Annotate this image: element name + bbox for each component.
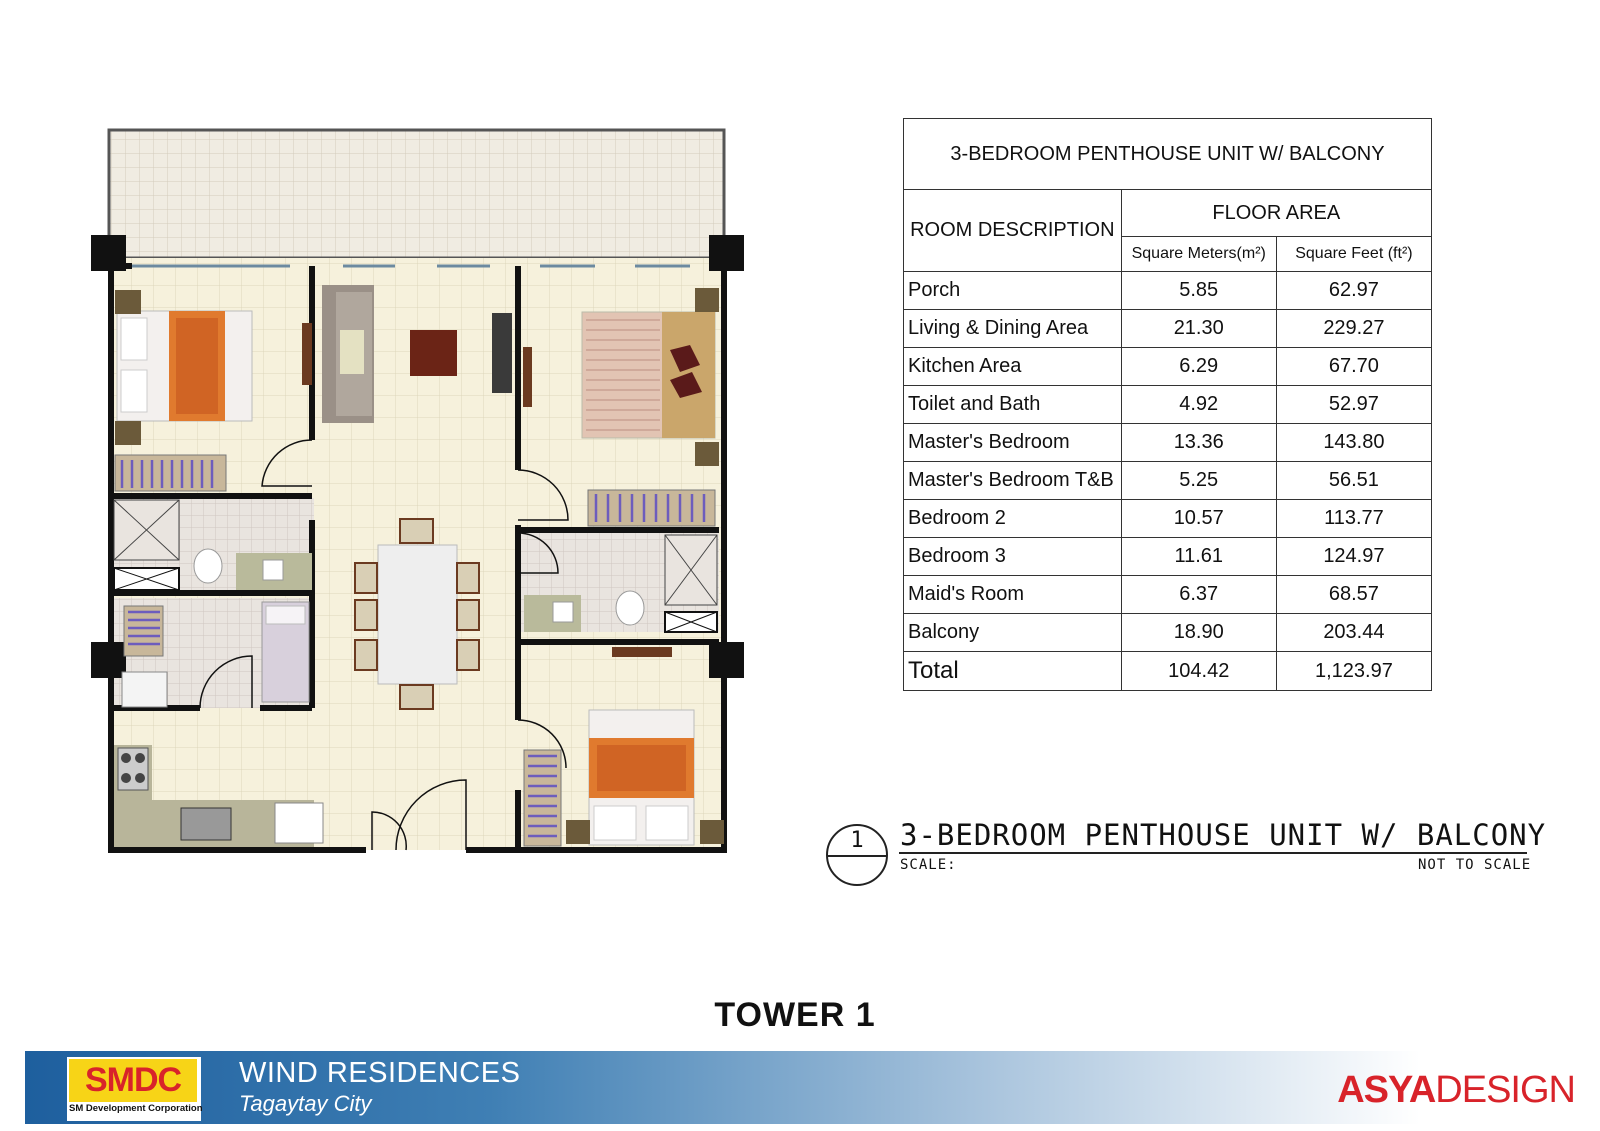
total-sqm: 104.42 bbox=[1121, 652, 1276, 691]
sqft-cell: 124.97 bbox=[1276, 538, 1431, 576]
sqm-cell: 13.36 bbox=[1121, 424, 1276, 462]
room-cell: Bedroom 2 bbox=[904, 500, 1122, 538]
closet-master bbox=[588, 490, 715, 526]
room-cell: Bedroom 3 bbox=[904, 538, 1122, 576]
floor-area-header: FLOOR AREA bbox=[1121, 190, 1431, 237]
sqm-cell: 11.61 bbox=[1121, 538, 1276, 576]
drawing-number-bubble bbox=[826, 824, 888, 886]
designer-name-b: DESIGN bbox=[1435, 1069, 1575, 1111]
total-sqft: 1,123.97 bbox=[1276, 652, 1431, 691]
sqm-cell: 6.37 bbox=[1121, 576, 1276, 614]
room-cell: Master's Bedroom bbox=[904, 424, 1122, 462]
room-cell: Living & Dining Area bbox=[904, 310, 1122, 348]
floor-plan bbox=[0, 0, 760, 860]
designer-name-a: ASYA bbox=[1337, 1069, 1436, 1111]
table-row bbox=[904, 424, 1432, 462]
closet-bedroom-3 bbox=[524, 750, 561, 846]
table-row bbox=[904, 386, 1432, 424]
sqm-cell: 5.25 bbox=[1121, 462, 1276, 500]
drawing-number: 1 bbox=[850, 828, 864, 853]
table-row bbox=[904, 348, 1432, 386]
sqm-cell: 6.29 bbox=[1121, 348, 1276, 386]
drawing-title: 3-BEDROOM PENTHOUSE UNIT W/ BALCONY bbox=[900, 818, 1547, 852]
sqft-cell: 113.77 bbox=[1276, 500, 1431, 538]
room-cell: Toilet and Bath bbox=[904, 386, 1122, 424]
project-city: Tagaytay City bbox=[239, 1091, 372, 1116]
sqft-cell: 62.97 bbox=[1276, 272, 1431, 310]
sqft-cell: 52.97 bbox=[1276, 386, 1431, 424]
side-cabinet bbox=[302, 323, 312, 385]
sqm-cell: 21.30 bbox=[1121, 310, 1276, 348]
sqm-cell: 10.57 bbox=[1121, 500, 1276, 538]
scale-label: SCALE: bbox=[900, 857, 957, 873]
total-row bbox=[904, 652, 1432, 691]
table-row bbox=[904, 462, 1432, 500]
table-row bbox=[904, 538, 1432, 576]
room-cell: Master's Bedroom T&B bbox=[904, 462, 1122, 500]
room-cell: Kitchen Area bbox=[904, 348, 1122, 386]
floor-area-table bbox=[903, 118, 1432, 691]
room-cell: Maid's Room bbox=[904, 576, 1122, 614]
square-meters-header: Square Meters(m²) bbox=[1121, 237, 1276, 272]
sqft-cell: 229.27 bbox=[1276, 310, 1431, 348]
bed-master-bedroom bbox=[582, 312, 715, 438]
brand-name: SMDC bbox=[84, 1061, 182, 1099]
table-row bbox=[904, 310, 1432, 348]
bedroom-3-cabinet bbox=[612, 647, 672, 657]
tv-console bbox=[492, 313, 512, 393]
table-row bbox=[904, 576, 1432, 614]
bed-bedroom-2 bbox=[117, 311, 252, 421]
table-row bbox=[904, 500, 1432, 538]
sqft-cell: 56.51 bbox=[1276, 462, 1431, 500]
room-cell: Balcony bbox=[904, 614, 1122, 652]
smdc-logo bbox=[67, 1057, 201, 1121]
room-description-header: ROOM DESCRIPTION bbox=[904, 190, 1122, 272]
sqft-cell: 203.44 bbox=[1276, 614, 1431, 652]
table-row bbox=[904, 614, 1432, 652]
sqft-cell: 67.70 bbox=[1276, 348, 1431, 386]
room-cell: Porch bbox=[904, 272, 1122, 310]
master-side-cabinet bbox=[523, 347, 532, 407]
brand-subtitle: SM Development Corporation bbox=[69, 1103, 203, 1114]
asya-design-logo bbox=[1337, 1069, 1575, 1112]
project-name: WIND RESIDENCES bbox=[239, 1057, 521, 1089]
closet-bedroom-2 bbox=[115, 455, 226, 491]
scale-value: NOT TO SCALE bbox=[1418, 857, 1532, 873]
sqm-cell: 5.85 bbox=[1121, 272, 1276, 310]
bed-bedroom-3 bbox=[589, 710, 694, 845]
sofa bbox=[322, 285, 374, 423]
total-label: Total bbox=[904, 652, 1122, 691]
sqm-cell: 18.90 bbox=[1121, 614, 1276, 652]
title-rule bbox=[899, 852, 1527, 854]
table-row bbox=[904, 272, 1432, 310]
square-feet-header: Square Feet (ft²) bbox=[1276, 237, 1431, 272]
coffee-table bbox=[410, 330, 457, 376]
balcony-area bbox=[109, 130, 724, 258]
sqft-cell: 143.80 bbox=[1276, 424, 1431, 462]
sqft-cell: 68.57 bbox=[1276, 576, 1431, 614]
footer-banner bbox=[25, 1051, 1575, 1124]
table-title: 3-BEDROOM PENTHOUSE UNIT W/ BALCONY bbox=[904, 119, 1432, 190]
sqm-cell: 4.92 bbox=[1121, 386, 1276, 424]
tower-label: TOWER 1 bbox=[714, 996, 876, 1034]
